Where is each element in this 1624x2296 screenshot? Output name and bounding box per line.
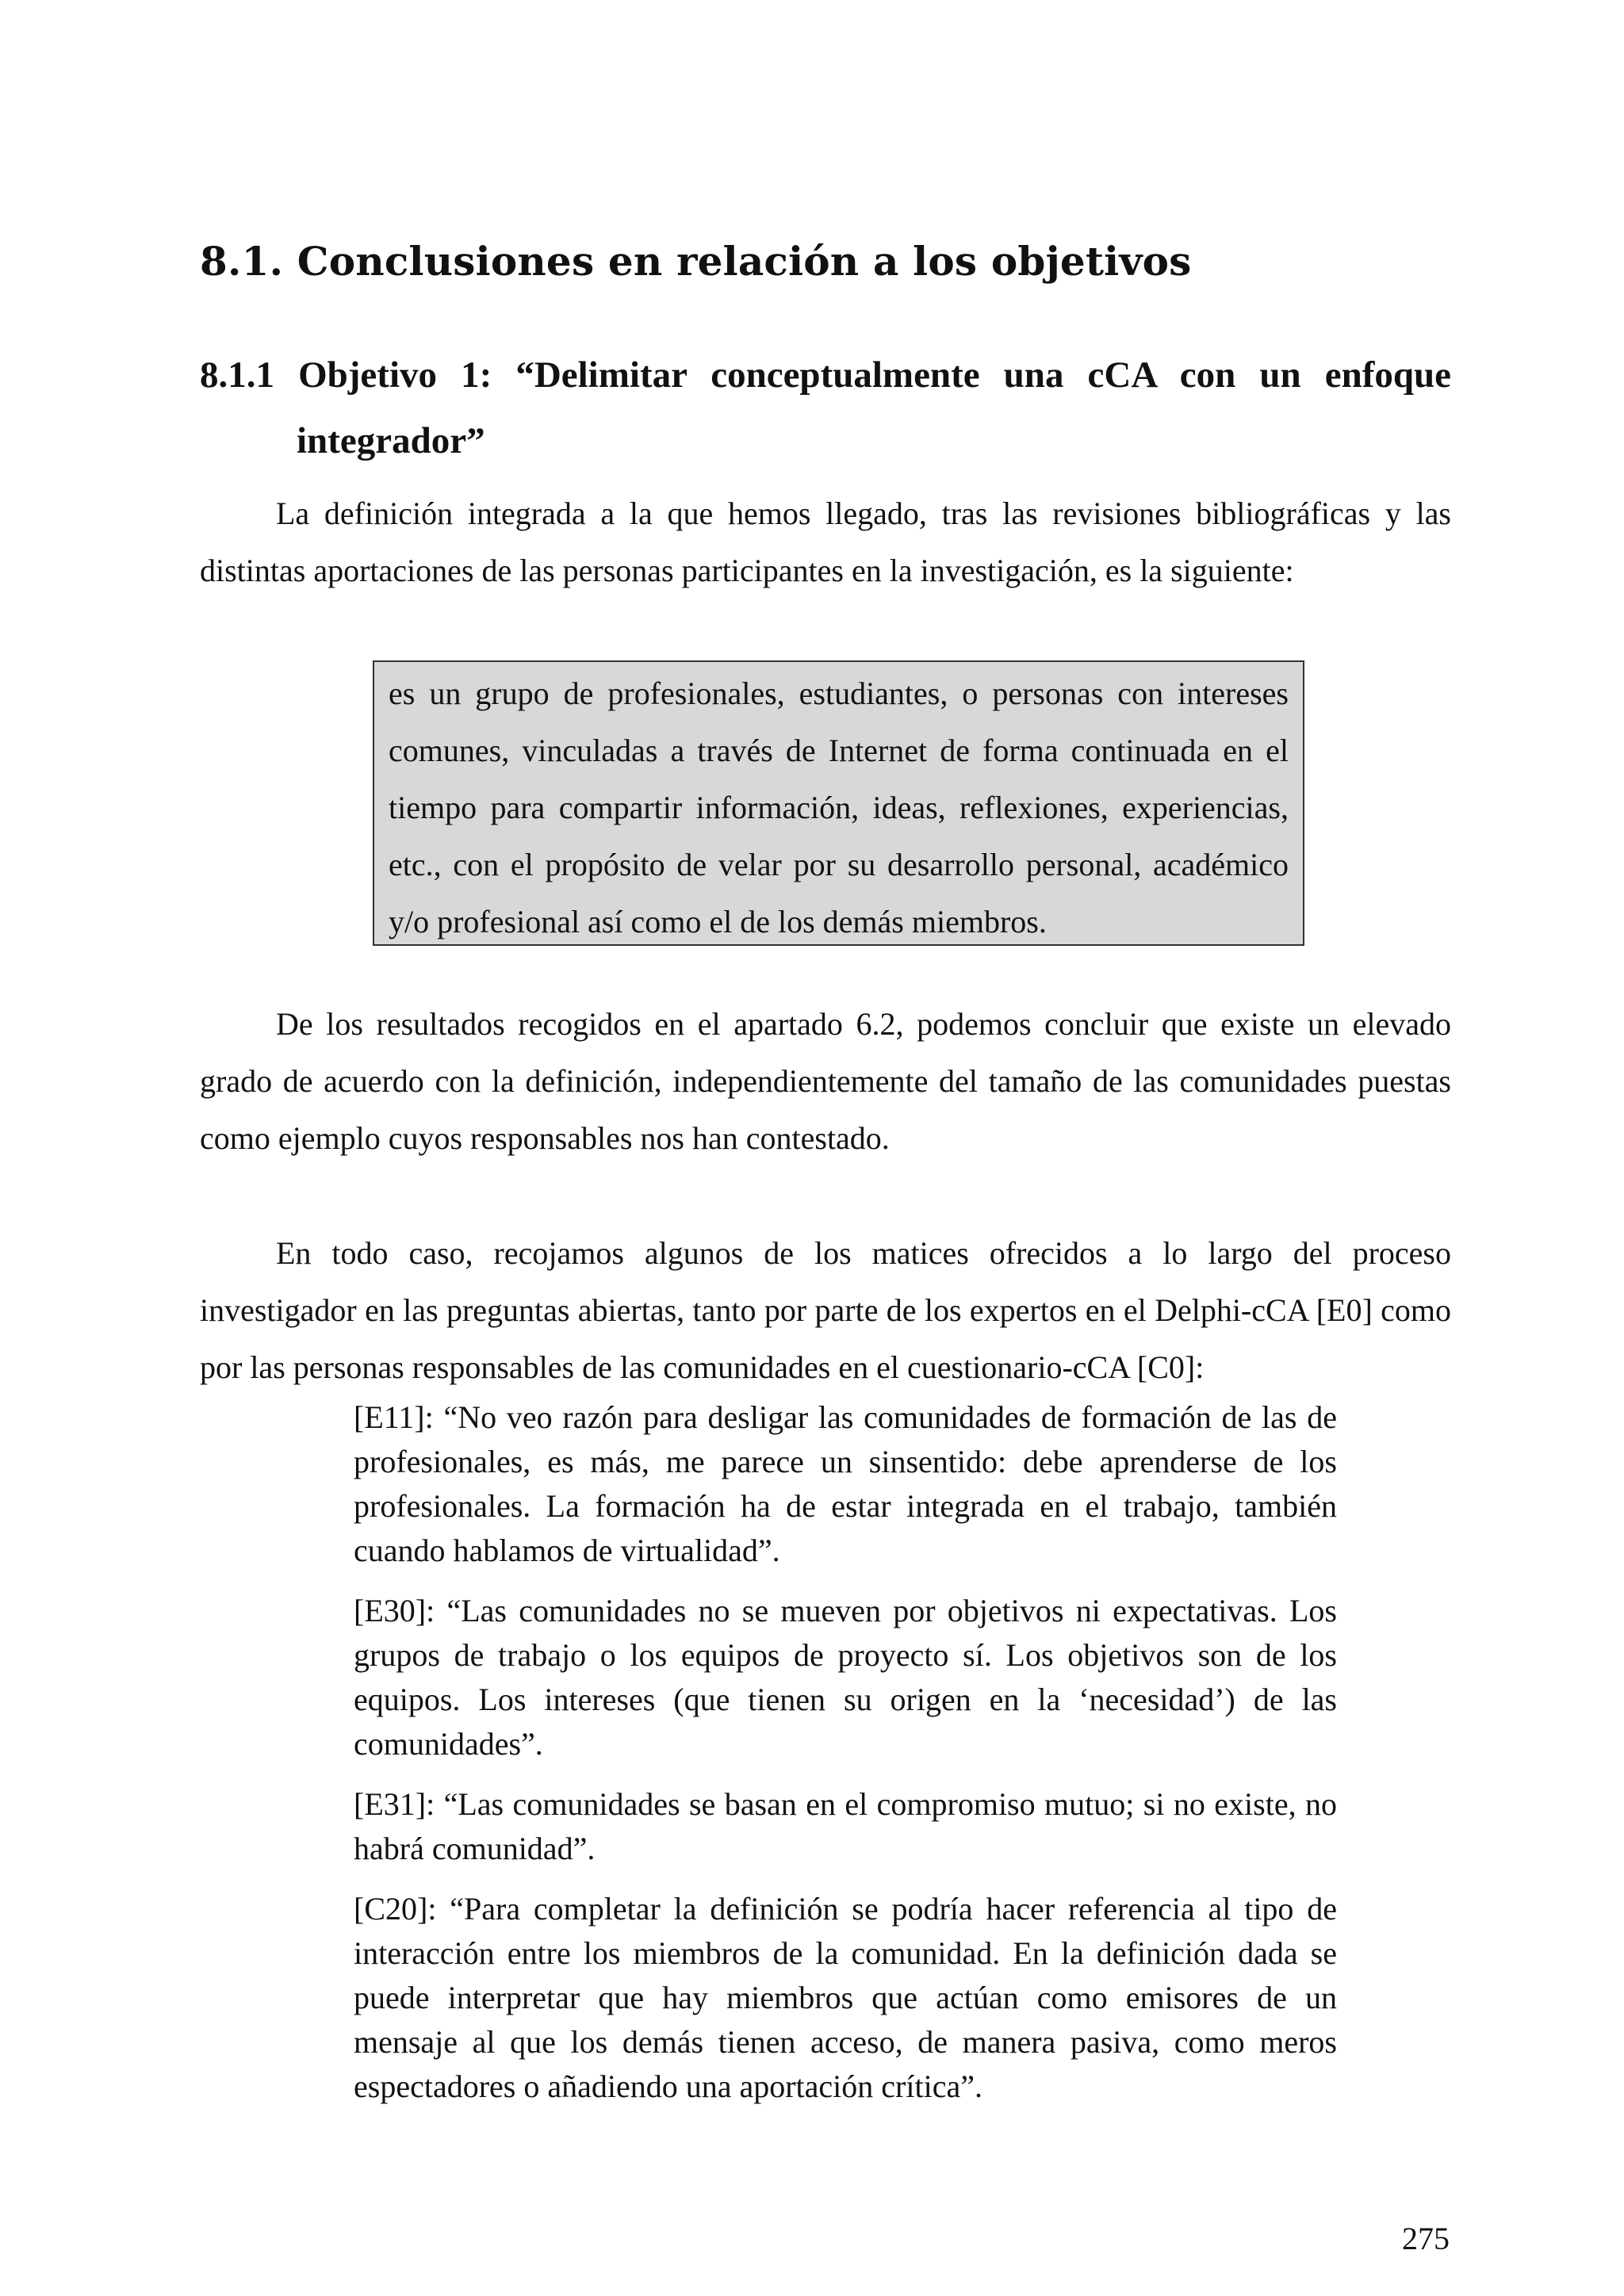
results-paragraph: De los resultados recogidos en el apartado 6.2, podemos concluir que existe un elevado grado de acuerdo con la definición, independientemente del tamaño de las comunidades puestas como ejemplo cuyos responsables nos han contestado. [200,1006,1451,1156]
quotes-list [354,1395,1337,2125]
page-number: 275 [1402,2221,1450,2256]
subsection-heading [200,342,1451,474]
quote-e30: [E30]: “Las comunidades no se mueven por objetivos ni expectativas. Los grupos de trabajo o los equipos de proyecto sí. Los objetivos son de los equipos. Los intereses (que tienen su origen en la ‘necesidad’) de las comunidades”. [354,1593,1337,1762]
definition-text: es un grupo de profesionales, estudiantes, o personas con intereses comunes, vinculadas a través de Internet de forma continuada en el tiempo para compartir información, ideas, reflexiones, experiencias, etc., con el propósito de velar por su desarrollo personal, académico y/o profesional así como el de los demás miembros. [389,675,1289,939]
section-heading: 8.1. Conclusiones en relación a los objetivos [200,238,1192,285]
definition-box [373,660,1304,946]
matices-paragraph: En todo caso, recojamos algunos de los matices ofrecidos a lo largo del proceso investigador en las preguntas abiertas, tanto por parte de los expertos en el Delphi-cCA [E0] como por las personas responsables de las comunidades en el cuestionario-cCA [C0]: [200,1235,1451,1385]
subsection-heading-line1: 8.1.1 Objetivo 1: “Delimitar conceptualmente una cCA con un enfoque [200,354,1451,396]
subsection-heading-line2: integrador” [297,420,485,461]
intro-paragraph: La definición integrada a la que hemos llegado, tras las revisiones bibliográficas y las distintas aportaciones de las personas participantes en la investigación, es la siguiente: [200,496,1451,588]
quote-c20: [C20]: “Para completar la definición se podría hacer referencia al tipo de interacción entre los miembros de la comunidad. En la definición dada se puede interpretar que hay miembros que actúan como emisores de un mensaje al que los demás tienen acceso, de manera pasiva, como meros espectadores o añadiendo una aportación crítica”. [354,1891,1337,2104]
quote-e11: [E11]: “No veo razón para desligar las comunidades de formación de las de profesionales, es más, me parece un sinsentido: debe aprenderse de los profesionales. La formación ha de estar integrada en el trabajo, también cuando hablamos de virtualidad”. [354,1399,1337,1568]
quote-e31: [E31]: “Las comunidades se basan en el compromiso mutuo; si no existe, no habrá comunidad”. [354,1786,1337,1866]
